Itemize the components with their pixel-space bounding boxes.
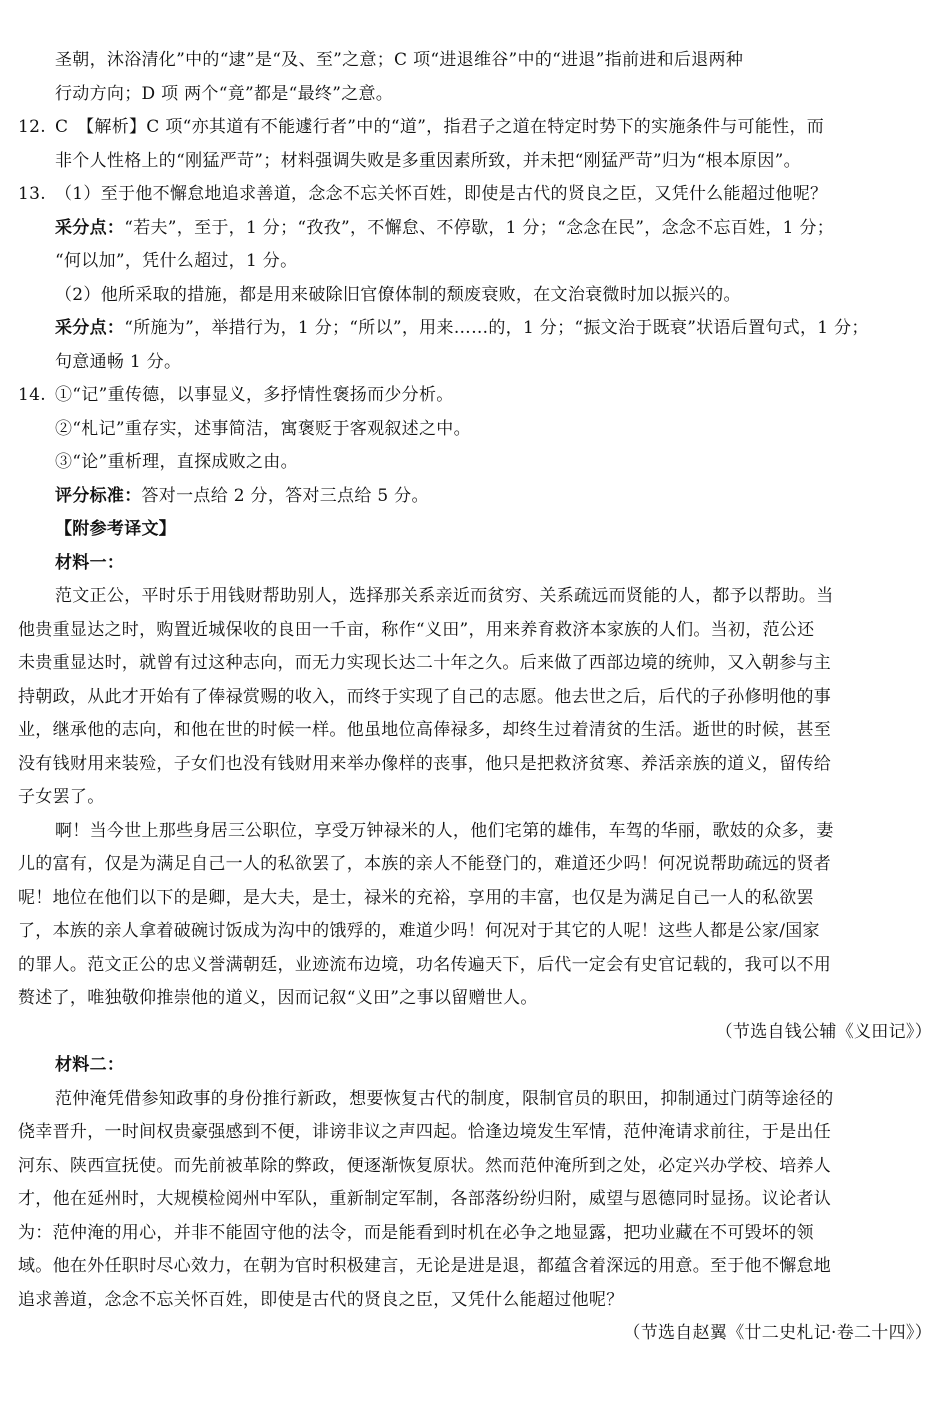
q13-part-1: （1）至于他不懈怠地追求善道，念念不忘关怀百姓，即使是古代的贤良之臣，又凭什么能超过他呢？	[55, 184, 828, 204]
q12-line-1: C 【解析】C 项“亦其道有不能遽行者”中的“道”，指君子之道在特定时势下的实施条件与可能性，而	[55, 117, 825, 137]
q13-scoring-label-2: 采分点：	[55, 318, 125, 338]
paragraph-line: 他贵重显达之时，购置近城保收的良田一千亩，称作“义田”，用来养育救济本家族的人们。当初，范公还	[18, 619, 815, 640]
material-2-paragraph-1	[18, 1083, 932, 1318]
answer-page	[18, 44, 932, 1351]
q13-number: 13.	[18, 184, 46, 204]
q14-answer	[18, 379, 932, 513]
paragraph-line: 业，继承他的志向，和他在世的时候一样。他虽地位高俸禄多，却终生过着清贫的生活。逝世的时候，甚至	[18, 720, 832, 740]
q14-point-3: ③“论”重析理，直探成败之由。	[55, 452, 298, 472]
paragraph-line: 为：范仲淹的用心，并非不能固守他的法令，而是能看到时机在必争之地显露，把功业藏在不可毁坏的领	[18, 1222, 814, 1243]
material-1-label: 材料一：	[55, 552, 125, 573]
q13-scoring-2-line-2: 句意通畅 1 分。	[55, 351, 182, 372]
q13-scoring-1-line-1: “若夫”，至于，1 分；“孜孜”，不懈怠、不停歇，1 分；“念念在民”，念念不忘百姓，1 分；	[124, 217, 835, 238]
paragraph-line: 才，他在延州时，大规模检阅州中军队，重新制定军制，各部落纷纷归附，威望与恩德同时显扬。议论者认	[18, 1189, 832, 1209]
q14-number: 14.	[18, 385, 46, 405]
paragraph-line: 了，本族的亲人拿着破碗讨饭成为沟中的饿殍的，难道少吗！何况对于其它的人呢！这些人都是公家/国家	[18, 921, 820, 941]
material-1-paragraph-2	[18, 815, 932, 1016]
material-1-paragraph-1	[18, 580, 932, 815]
q13-scoring-2-line-1: “所施为”，举措行为，1 分；“所以”，用来……的，1 分；“振文治于既衰”状语后置句式，1 分；	[124, 318, 869, 338]
q13-part-2: （2）他所采取的措施，都是用来破除旧官僚体制的颓废衰败，在文治衰微时加以振兴的。	[55, 284, 741, 305]
paragraph-line: 范仲淹凭借参知政事的身份推行新政，想要恢复古代的制度，限制官员的职田，抑制通过门荫等途径的	[55, 1088, 834, 1109]
q11-line-2: 行动方向；D 项 两个“竟”都是“最终”之意。	[55, 83, 394, 104]
q13-scoring-label-1: 采分点：	[55, 217, 125, 238]
q12-number: 12.	[18, 117, 46, 137]
material-2-label: 材料二：	[55, 1055, 125, 1075]
paragraph-line: 范文正公，平时乐于用钱财帮助别人，选择那关系亲近而贫穷、关系疏远而贤能的人，都予以帮助。当	[55, 586, 834, 606]
q14-point-2: ②“札记”重存实，述事简洁，寓褒贬于客观叙述之中。	[55, 418, 471, 439]
q11-line-1: 圣朝，沐浴清化”中的“逮”是“及、至”之意；C 项“进退维谷”中的“进退”指前进和后退两种	[55, 50, 744, 70]
translation-heading: 【附参考译文】	[55, 519, 177, 539]
paragraph-line: 持朝政，从此才开始有了俸禄赏赐的收入，而终于实现了自己的志愿。他去世之后，后代的子孙修明他的事	[18, 686, 832, 707]
q11-continuation	[18, 44, 932, 111]
q14-standard: 答对一点给 2 分，答对三点给 5 分。	[141, 485, 429, 506]
paragraph-line: 没有钱财用来装殓，子女们也没有钱财用来举办像样的丧事，他只是把救济贫寒、养活亲族的道义，留传给	[18, 753, 832, 774]
material-1-source: （节选自钱公辅《义田记》）	[715, 1021, 932, 1042]
paragraph-line: 侥幸晋升，一时间权贵豪强感到不便，诽谤非议之声四起。恰逢边境发生军情，范仲淹请求前往，于是出任	[18, 1122, 832, 1142]
q12-answer	[18, 111, 932, 178]
q14-standard-label: 评分标准：	[55, 485, 142, 506]
paragraph-line: 儿的富有，仅是为满足自己一人的私欲罢了，本族的亲人不能登门的，难道还少吗！何况说帮助疏远的贤者	[18, 854, 832, 874]
paragraph-line: 赘述了，唯独敬仰推崇他的道义，因而记叙“义田”之事以留赠世人。	[18, 988, 538, 1008]
paragraph-line: 河东、陕西宣抚使。而先前被革除的弊政，便逐渐恢复原状。然而范仲淹所到之处，必定兴办学校、培养人	[18, 1155, 832, 1176]
paragraph-line: 呢！地位在他们以下的是卿，是大夫，是士，禄米的充裕，享用的丰富，也仅是为满足自己一人的私欲罢	[18, 887, 814, 908]
paragraph-line: 子女罢了。	[18, 787, 105, 807]
material-2-source: （节选自赵翼《廿二史札记·卷二十四》）	[623, 1323, 932, 1343]
paragraph-line: 啊！当今世上那些身居三公职位，享受万钟禄米的人，他们宅第的雄伟，车驾的华丽，歌妓的众多，妻	[55, 820, 834, 841]
q14-point-1: ①“记”重传德，以事显义，多抒情性褒扬而少分析。	[55, 385, 454, 405]
q13-scoring-1-line-2: “何以加”，凭什么超过，1 分。	[55, 251, 298, 271]
paragraph-line: 域。他在外任职时尽心效力，在朝为官时积极建言，无论是进是退，都蕴含着深远的用意。至于他不懈怠地	[18, 1256, 832, 1276]
paragraph-line: 的罪人。范文正公的忠义誉满朝廷，业迹流布边境，功名传遍天下，后代一定会有史官记载的，我可以不用	[18, 954, 832, 975]
paragraph-line: 追求善道，念念不忘关怀百姓，即使是古代的贤良之臣，又凭什么能超过他呢？	[18, 1289, 624, 1310]
reference-translation	[18, 513, 932, 1351]
paragraph-line: 未贵重显达时，就曾有过这种志向，而无力实现长达二十年之久。后来做了西部边境的统帅，又入朝参与主	[18, 653, 832, 673]
q13-answer	[18, 178, 932, 379]
q12-line-2: 非个人性格上的“刚猛严苛”；材料强调失败是多重因素所致，并未把“刚猛严苛”归为“根本原因”。	[55, 150, 801, 171]
